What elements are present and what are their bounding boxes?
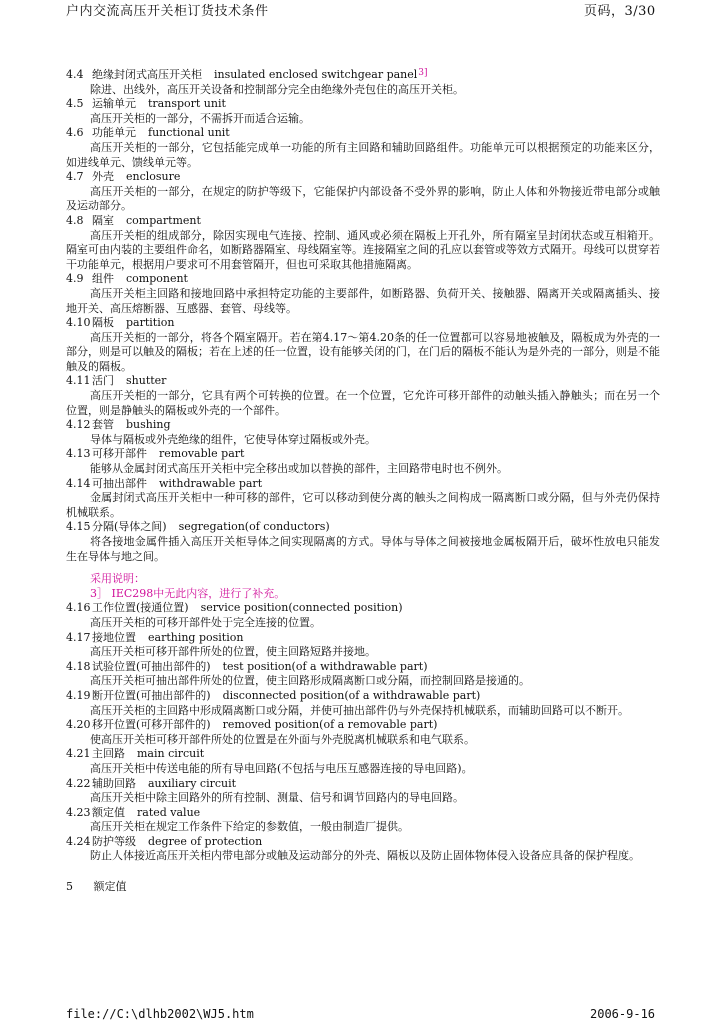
term-chinese: 可抽出部件 [92,476,147,490]
term-chinese: 外壳 [92,170,114,184]
term-entry [66,66,660,97]
term-english: compartment [126,213,201,227]
term-entry [66,126,660,170]
footer-date: 2006-9-16 [590,1007,656,1021]
term-definition: 能够从金属封闭式高压开关柜中完全移出或加以替换的部件，主回路带电时也不例外。 [90,462,508,476]
term-english: transport unit [148,97,226,111]
adoption-note-body: 3］ IEC298中无此内容，进行了补充。 [90,586,286,600]
term-entry [66,214,660,272]
term-number: 4.24 [66,834,91,848]
term-number: 4.23 [66,805,91,819]
term-english: degree of protection [148,834,263,848]
term-definition: 高压开关柜的一部分，不需拆开而适合运输。 [90,111,310,125]
document-body [66,66,660,895]
term-entry [66,477,660,521]
term-definition: 高压开关柜中除主回路外的所有控制、测量、信号和调节回路内的导电回路。 [90,791,464,805]
term-english: component [126,272,188,286]
term-number: 4.9 [66,272,84,286]
term-entry [66,777,660,806]
term-english: earthing position [148,630,244,644]
term-chinese: 断开位置(可抽出部件的) [92,688,211,702]
term-definition: 高压开关柜的组成部分，除因实现电气连接、控制、通风或必须在隔板上开孔外，所有隔室呈封闭状态或互相箱开。隔室可由内装的主要组件命名，如断路器隔室、母线隔室等。连接隔室之间的孔应以套管或等效方式隔开。母线可以贯穿若干功能单元，根据用户要求可不用套管隔开，但也可采取其他措施隔离。 [66,228,660,271]
term-heading [66,170,660,185]
term-entry [66,601,660,630]
term-heading [66,97,660,112]
term-definition: 高压开关柜的一部分，它具有两个可转换的位置。在一个位置，它允许可移开部件的动触头插入静触头；而在另一个位置，则是静触头的隔板或外壳的一个部件。 [66,389,660,417]
term-entry [66,806,660,835]
term-definition: 高压开关柜可抽出部件所处的位置，使主回路形成隔离断口或分隔，而控制回路是接通的。 [90,674,530,688]
term-english: disconnected position(of a withdrawable part) [222,688,481,702]
term-number: 4.21 [66,747,91,761]
term-entry [66,689,660,718]
term-english: insulated enclosed switchgear panel [214,68,418,81]
term-definition: 高压开关柜可移开部件所处的位置，使主回路短路并接地。 [90,645,376,659]
term-chinese: 分隔(导体之间) [92,520,167,534]
term-chinese: 额定值 [92,805,125,819]
term-heading [66,66,660,83]
term-number: 4.6 [66,126,84,140]
term-heading [66,689,660,704]
terms-list-a [66,66,660,564]
term-english: rated value [137,805,201,819]
term-number: 4.7 [66,170,84,184]
term-chinese: 组件 [92,272,114,286]
term-heading [66,718,660,733]
term-chinese: 工作位置(接通位置) [92,601,189,615]
term-number: 4.10 [66,316,91,330]
term-definition: 防止人体接近高压开关柜内带电部分或触及运动部分的外壳、隔板以及防止固体物体侵入设备应具备的保护程度。 [90,849,640,863]
term-heading [66,835,660,850]
term-heading [66,316,660,331]
term-english: partition [126,316,175,330]
term-entry [66,316,660,374]
term-definition: 高压开关柜的一部分，将各个隔室隔开。若在第4.17～第4.20条的任一位置都可以容易地被触及，隔板成为外壳的一部分，则是可以触及的隔板；若在上述的任一位置，设有能够关闭的门，在门后的隔板不能认为是外壳的一部分，则是不能触及的隔板。 [66,330,660,373]
term-definition: 高压开关柜的主回路中形成隔离断口或分隔，并使可抽出部件仍与外壳保持机械联系，而辅助回路可以不断开。 [90,703,629,717]
term-chinese: 移开位置(可移开部件的) [92,718,211,732]
term-heading [66,631,660,646]
term-chinese: 运输单元 [92,97,136,111]
term-english: withdrawable part [159,476,263,490]
term-definition: 高压开关柜的可移开部件处于完全连接的位置。 [90,615,321,629]
document-title: 户内交流高压开关柜订货技术条件 [66,4,269,19]
term-heading [66,477,660,492]
term-chinese: 套管 [92,418,114,432]
term-entry [66,418,660,447]
page-number: 页码，3/30 [584,4,656,19]
term-english: test position(of a withdrawable part) [222,659,428,673]
term-number: 4.16 [66,601,91,615]
term-english: removable part [159,447,245,461]
term-entry [66,718,660,747]
term-heading [66,447,660,462]
term-chinese: 防护等级 [92,834,136,848]
term-number: 4.19 [66,688,91,702]
term-heading [66,374,660,389]
term-chinese: 接地位置 [92,630,136,644]
term-heading [66,214,660,229]
term-number: 4.17 [66,630,91,644]
term-definition: 高压开关柜的一部分，在规定的防护等级下，它能保护内部设备不受外界的影响，防止人体和外物接近带电部分或触及运动部分。 [66,184,660,213]
term-entry [66,835,660,864]
term-heading [66,806,660,821]
term-number: 4.18 [66,659,91,673]
term-number: 4.11 [66,374,91,388]
term-heading [66,272,660,287]
term-definition: 除进、出线外，高压开关设备和控制部分完全由绝缘外壳包住的高压开关柜。 [90,82,464,96]
term-reference: 3] [418,68,428,78]
term-english: service position(connected position) [200,601,403,615]
term-chinese: 主回路 [92,747,125,761]
term-english: auxiliary circuit [148,776,237,790]
term-english: main circuit [137,747,205,761]
section-title: 额定值 [93,880,127,894]
term-entry [66,747,660,776]
term-english: removed position(of a removable part) [222,718,438,732]
term-entry [66,272,660,316]
term-english: segregation(of conductors) [178,520,330,534]
term-number: 4.22 [66,776,91,790]
term-definition: 导体与隔板或外壳绝缘的组件，它使导体穿过隔板或外壳。 [90,432,376,446]
term-entry [66,447,660,476]
term-number: 4.20 [66,718,91,732]
section-number: 5 [66,880,73,894]
term-definition: 高压开关柜中传送电能的所有导电回路(不包括与电压互感器连接的导电回路)。 [90,761,473,775]
term-definition: 使高压开关柜可移开部件所处的位置是在外面与外壳脱离机械联系和电气联系。 [90,732,475,746]
page-header [0,0,724,20]
term-entry [66,631,660,660]
footer-file-path: file://C:\dlhb2002\WJ5.htm [66,1007,254,1021]
term-number: 4.5 [66,97,84,111]
term-chinese: 可移开部件 [92,447,147,461]
term-chinese: 绝缘封闭式高压开关柜 [92,68,202,81]
term-chinese: 辅助回路 [92,776,136,790]
term-english: functional unit [148,126,230,140]
adoption-note-title: 采用说明： [90,572,145,586]
term-definition: 将各接地金属件插入高压开关柜导体之间实现隔离的方式。导体与导体之间被接地金属板隔开后，破坏性放电只能发生在导体与地之间。 [66,535,660,563]
adoption-note [66,572,660,601]
term-heading [66,520,660,535]
term-entry [66,520,660,564]
term-english: enclosure [126,170,181,184]
term-heading [66,418,660,433]
term-heading [66,747,660,762]
term-number: 4.12 [66,418,91,432]
term-heading [66,660,660,675]
term-number: 4.15 [66,520,91,534]
term-chinese: 试验位置(可抽出部件的) [92,659,211,673]
term-entry [66,170,660,214]
term-chinese: 隔室 [92,213,114,227]
term-english: shutter [126,374,167,388]
term-definition: 高压开关柜主回路和接地回路中承担特定功能的主要部件，如断路器、负荷开关、接触器、隔离开关或隔离插头、接地开关、高压熔断器、互感器、套管、母线等。 [66,286,660,315]
term-chinese: 活门 [92,374,114,388]
term-number: 4.13 [66,447,91,461]
term-number: 4.14 [66,476,91,490]
term-entry [66,374,660,418]
term-chinese: 隔板 [92,316,114,330]
term-chinese: 功能单元 [92,126,136,140]
term-number: 4.8 [66,213,84,227]
term-definition: 高压开关柜在规定工作条件下给定的参数值，一般由制造厂提供。 [90,820,409,834]
term-definition: 金属封闭式高压开关柜中一种可移的部件，它可以移动到使分离的触头之间构成一隔离断口或分隔，但与外壳仍保持机械联系。 [66,491,660,519]
term-number: 4.4 [66,68,84,81]
term-entry [66,660,660,689]
term-entry [66,97,660,126]
section-heading [66,880,660,895]
term-definition: 高压开关柜的一部分，它包括能完成单一功能的所有主回路和辅助回路组件。功能单元可以根据预定的功能来区分，如进线单元、馈线单元等。 [66,140,660,169]
term-heading [66,601,660,616]
terms-list-b [66,601,660,864]
term-heading [66,126,660,141]
term-english: bushing [126,418,171,432]
term-heading [66,777,660,792]
